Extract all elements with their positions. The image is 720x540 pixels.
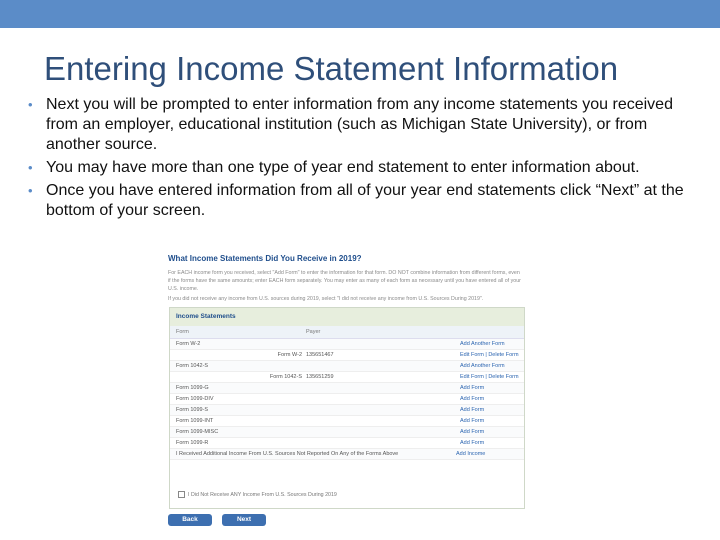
row-form-label: Form 1099-R (176, 440, 209, 446)
row-action-link[interactable]: Edit Form | Delete Form (460, 352, 519, 358)
table-row (170, 416, 524, 427)
row-subform-label: Form W-2 (277, 352, 302, 358)
embedded-screenshot (166, 252, 528, 530)
column-header-form: Form (176, 329, 189, 335)
bullet-icon: • (28, 160, 33, 175)
table-row (170, 394, 524, 405)
row-form-label: Form 1042-S (176, 363, 209, 369)
row-payer-id: 135651259 (306, 374, 334, 380)
row-payer-id: 135651467 (306, 352, 334, 358)
row-action-link[interactable]: Add Form (460, 440, 485, 446)
row-action-link[interactable]: Add Income (456, 451, 486, 457)
no-income-checkbox[interactable] (178, 491, 337, 498)
table-row (170, 449, 524, 460)
table-row (170, 361, 524, 372)
table-row (170, 372, 524, 383)
bullet-item (28, 181, 698, 221)
column-header-payer: Payer (306, 329, 321, 335)
table-row (170, 350, 524, 361)
instructions-text-2: If you did not receive any income from U.S. sources during 2019, select "I did not receive any income from U.S. Sources During 2019". (168, 296, 484, 302)
bullet-text: Next you will be prompted to enter information from any income statements you received from an employer, educational institution (such as Michigan State University), or from another source. (46, 96, 673, 153)
table-header (170, 326, 524, 339)
table-row (170, 427, 524, 438)
row-action-link[interactable]: Add Form (460, 418, 485, 424)
row-action-link[interactable]: Add Form (460, 429, 485, 435)
table-row (170, 383, 524, 394)
row-action-link[interactable]: Add Another Form (460, 341, 505, 347)
next-button[interactable]: Next (222, 514, 266, 526)
bullet-item (28, 95, 698, 155)
row-form-label: Form 1099-S (176, 407, 209, 413)
bullet-item (28, 158, 698, 178)
table-row (170, 405, 524, 416)
bullet-list (28, 95, 698, 224)
panel-title: Income Statements (170, 308, 524, 326)
row-form-label: Form 1099-INT (176, 418, 214, 424)
bullet-text: Once you have entered information from all of your year end statements click “Next” at the bottom of your screen. (46, 182, 684, 219)
checkbox-icon[interactable] (178, 491, 185, 498)
bullet-text: You may have more than one type of year end statement to enter information about. (46, 159, 640, 176)
row-action-link[interactable]: Add Another Form (460, 363, 505, 369)
row-subform-label: Form 1042-S (269, 374, 302, 380)
bullet-icon: • (28, 183, 33, 198)
table-row (170, 438, 524, 449)
row-form-label: Form W-2 (176, 341, 201, 347)
row-form-label: Form 1099-DIV (176, 396, 214, 402)
bullet-icon: • (28, 97, 33, 112)
row-action-link[interactable]: Add Form (460, 407, 485, 413)
table-row (170, 339, 524, 350)
slide-title: Entering Income Statement Information (44, 50, 619, 87)
checkbox-label: I Did Not Receive ANY Income From U.S. Sources During 2019 (188, 491, 337, 498)
instructions-text: For EACH income form you received, select "Add Form" to enter the information for that form. DO NOT combine information from different forms, even if the forms have the same amounts; enter EACH form separately. You may enter as many of each form as necessary until you have entered all of your U.S. income. (168, 270, 521, 292)
top-accent-bar (0, 0, 720, 28)
row-action-link[interactable]: Edit Form | Delete Form (460, 374, 519, 380)
table-body (170, 339, 524, 460)
row-action-link[interactable]: Add Form (460, 396, 485, 402)
row-action-link[interactable]: Add Form (460, 385, 485, 391)
row-form-label: I Received Additional Income From U.S. Sources Not Reported On Any of the Forms Above (176, 451, 399, 457)
income-statements-panel (169, 307, 525, 509)
back-button[interactable]: Back (168, 514, 212, 526)
row-form-label: Form 1099-G (176, 385, 209, 391)
row-form-label: Form 1099-MISC (176, 429, 219, 435)
screenshot-title: What Income Statements Did You Receive in 2019? (168, 254, 362, 263)
